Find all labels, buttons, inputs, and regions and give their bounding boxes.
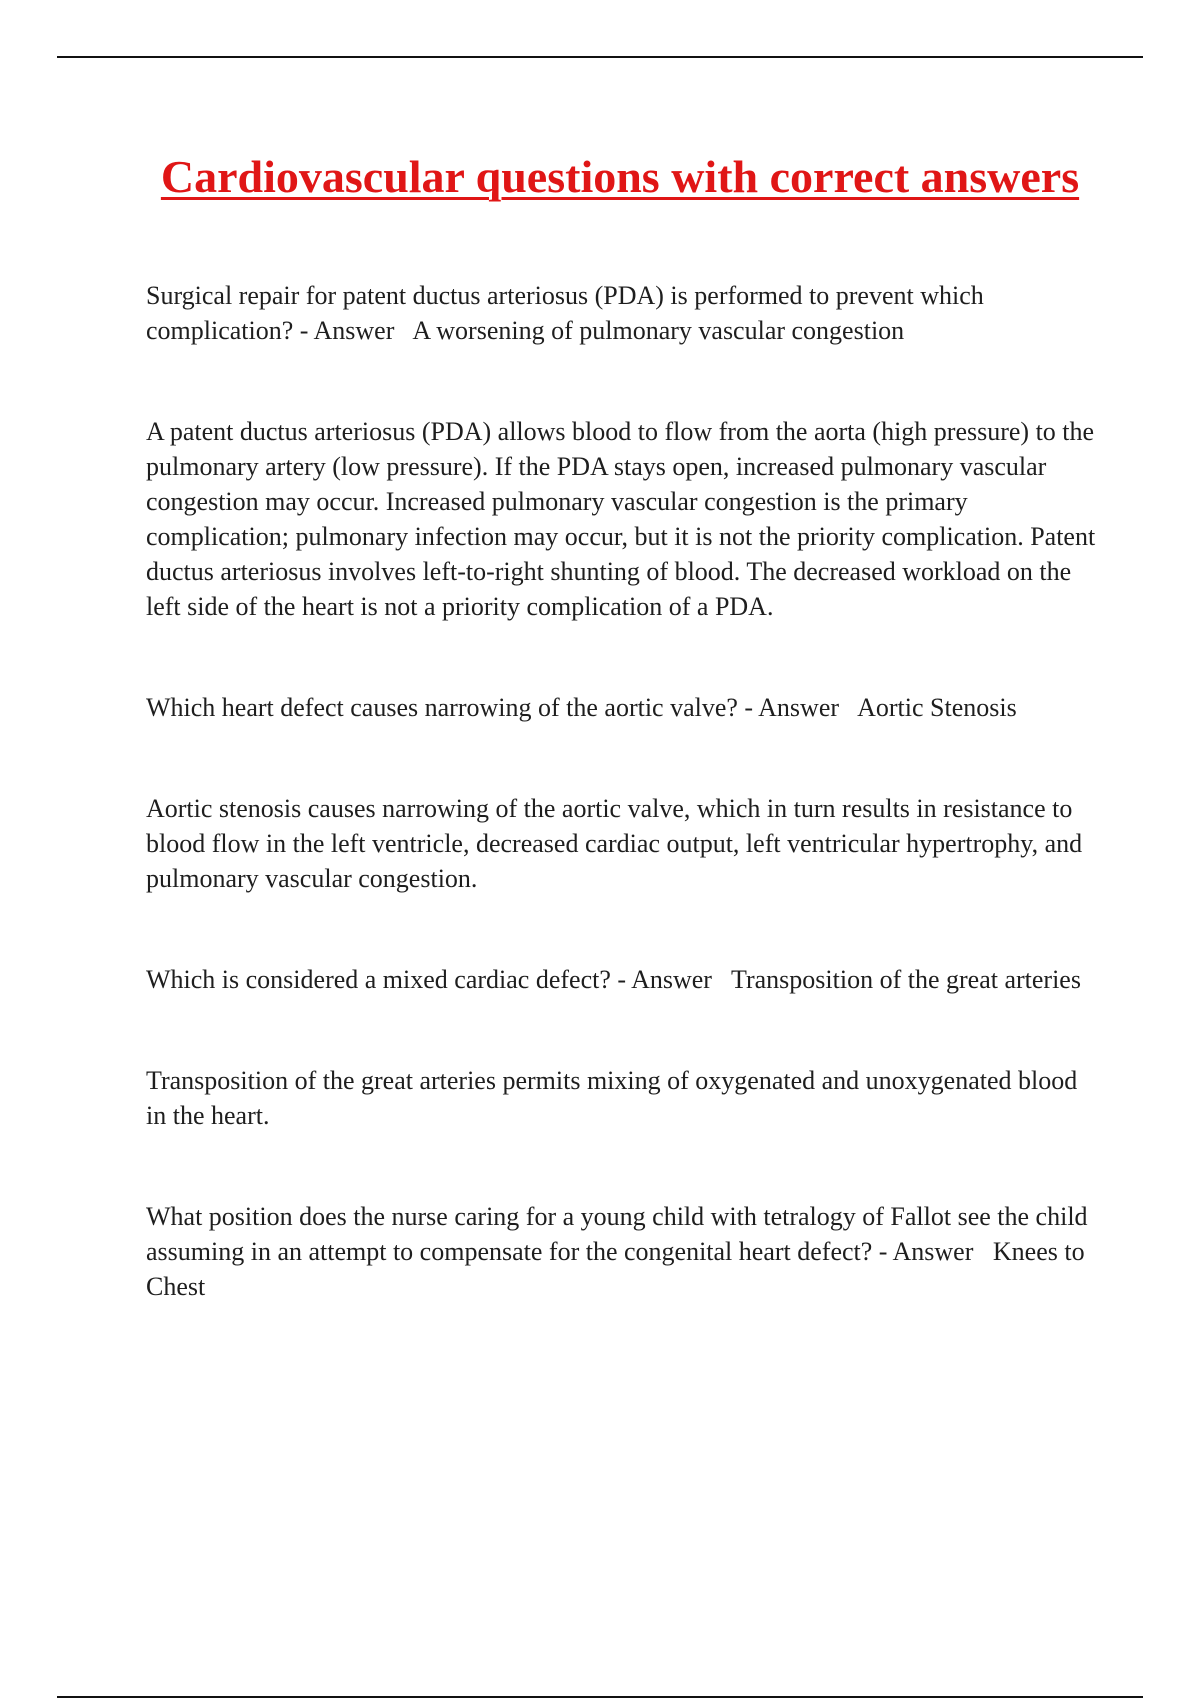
question-mixed-cardiac-defect: Which is considered a mixed cardiac defect? - Answer Transposition of the great arteries <box>146 965 1081 994</box>
document-title: Cardiovascular questions with correct answers <box>160 151 1080 202</box>
question-pda-surgical-repair: Surgical repair for patent ductus arteriosus (PDA) is performed to prevent which complication? - Answer A worsening of pulmonary vascular congestion <box>146 281 991 345</box>
explanation-aortic-stenosis: Aortic stenosis causes narrowing of the aortic valve, which in turn results in resistance to blood flow in the left ventricle, decreased cardiac output, left ventricular hypertrophy, and pulmonary vascular congestion. <box>146 794 1083 893</box>
explanation-pda: A patent ductus arteriosus (PDA) allows blood to flow from the aorta (high pressure) to the pulmonary artery (low pressure). If the PDA stays open, increased pulmonary vascular congestion may occur. Increased pulmonary vascular congestion is the primary complication; pulmonary infection may occur, but it is not the priority complication. Patent ductus arteriosus involves left-to-right shunting of blood. The decreased workload on the left side of the heart is not a priority complication of a PDA. <box>146 417 1096 621</box>
question-tetralogy-position: What position does the nurse caring for a young child with tetralogy of Fallot see the child assuming in an attempt to compensate for the congenital heart defect? - Answer Knees to Chest <box>146 1202 1095 1301</box>
question-aortic-valve-narrowing: Which heart defect causes narrowing of the aortic valve? - Answer Aortic Stenosis <box>146 693 1017 722</box>
bottom-rule <box>57 1696 1143 1698</box>
top-rule <box>57 56 1143 58</box>
document-body <box>146 278 1098 1304</box>
explanation-transposition: Transposition of the great arteries permits mixing of oxygenated and unoxygenated blood in the heart. <box>146 1066 1078 1130</box>
